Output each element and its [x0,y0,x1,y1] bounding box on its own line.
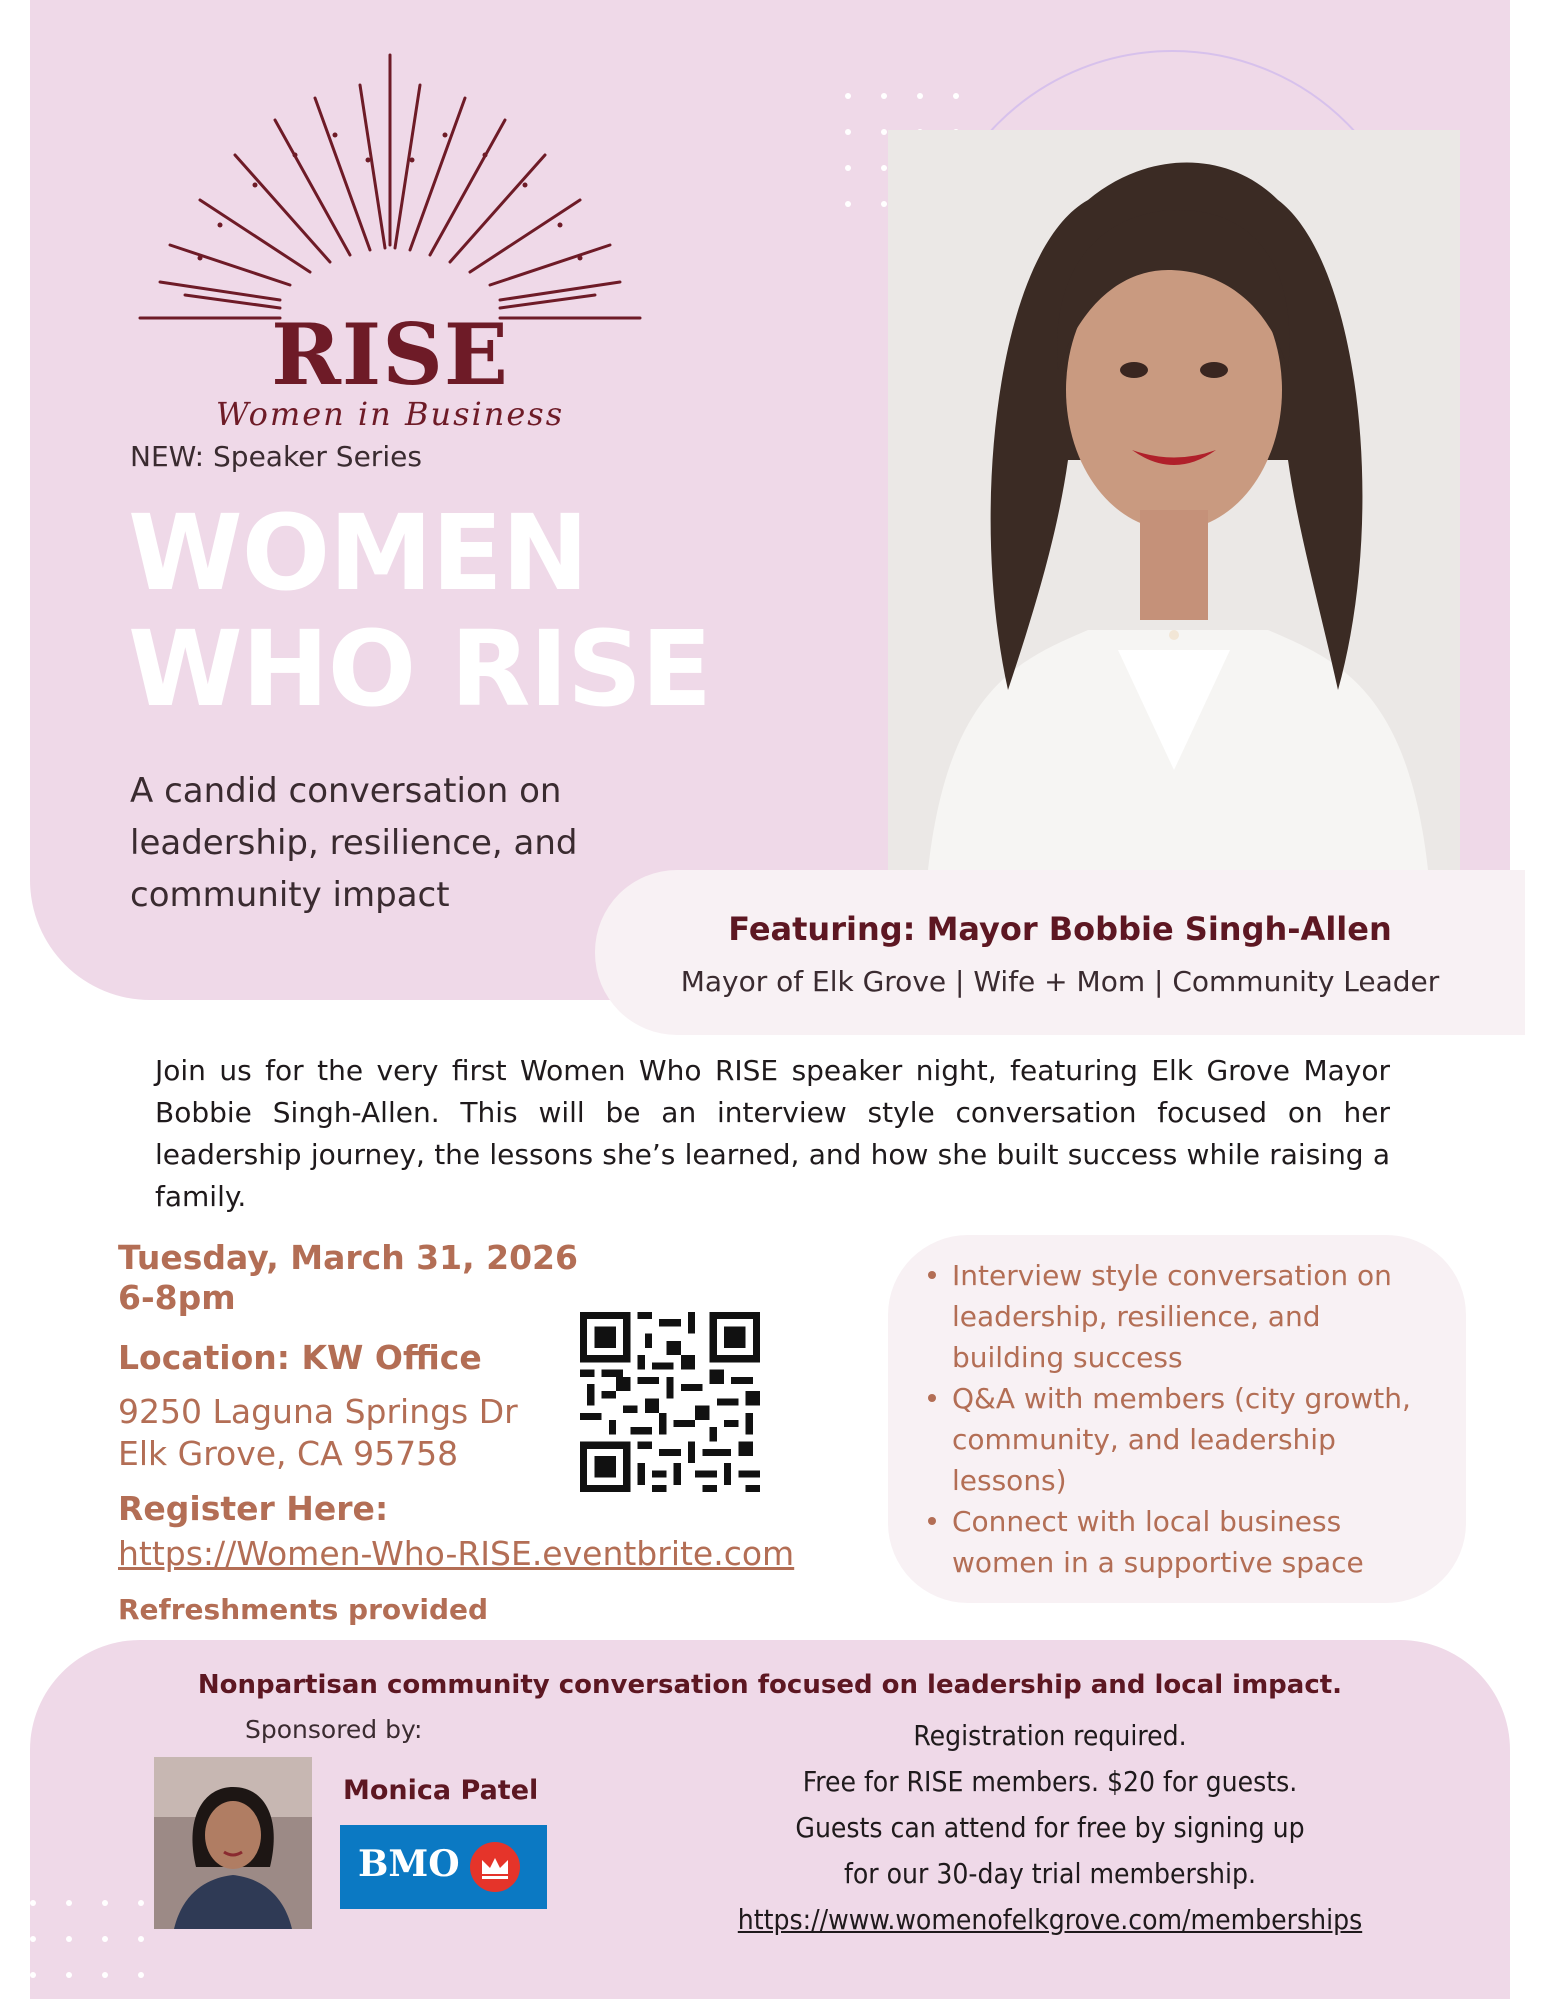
featured-speaker-card [595,870,1525,1035]
qr-code-icon[interactable] [580,1312,760,1492]
sunburst-icon [130,50,650,330]
event-title [128,492,748,730]
sponsored-label: Sponsored by: [245,1715,423,1744]
event-title-line-1: WOMEN [128,492,588,614]
registration-line: for our 30-day trial membership. [844,1857,1256,1890]
bmo-roundel-icon [470,1842,520,1892]
highlight-item: Q&A with members (city growth, community, and leadership lessons) [918,1378,1438,1501]
registration-info [630,1713,1470,1943]
highlights-list [918,1255,1438,1583]
logo-wordmark: RISE [271,305,509,404]
event-description: Join us for the very first Women Who RISE speaker night, featuring Elk Grove Mayor Bobbie Singh-Allen. This will be an interview style conversation focused on her leadership journey, the lessons she’s learned, and how she built success while raising a family. [155,1054,1390,1213]
event-subtitle: A candid conversation on leadership, resilience, and community impact [130,771,578,915]
speaker-photo [888,130,1460,870]
registration-line: Free for RISE members. $20 for guests. [802,1765,1298,1798]
featured-speaker-title: Featuring: Mayor Bobbie Singh-Allen [728,910,1392,948]
event-date: Tuesday, March 31, 2026 [118,1238,578,1277]
highlight-item: Connect with local business women in a supportive space [918,1501,1438,1583]
sponsor-avatar [154,1757,312,1929]
nonpartisan-note: Nonpartisan community conversation focused on leadership and local impact. [197,1670,1343,1700]
register-link[interactable]: https://Women-Who-RISE.eventbrite.com [118,1534,795,1573]
rise-logo [130,50,650,433]
event-time: 6-8pm [118,1278,236,1317]
address-line-1: 9250 Laguna Springs Dr [118,1392,518,1431]
register-label: Register Here: [118,1489,389,1528]
highlights-card [888,1235,1466,1603]
location-label: Location: KW Office [118,1338,482,1377]
registration-line: Registration required. [913,1719,1187,1752]
registration-line: Guests can attend for free by signing up [795,1811,1305,1844]
event-title-line-2: WHO RISE [128,608,712,730]
series-label: NEW: Speaker Series [130,440,422,473]
bmo-wordmark: BMO [358,1843,460,1885]
featured-speaker-roles: Mayor of Elk Grove | Wife + Mom | Community Leader [680,965,1440,998]
refreshments-note: Refreshments provided [118,1593,489,1626]
sponsor-name: Monica Patel [343,1775,539,1806]
membership-link[interactable]: https://www.womenofelkgrove.com/memberships [737,1903,1363,1936]
highlight-item: Interview style conversation on leadership, resilience, and building success [918,1255,1438,1378]
bmo-logo [340,1825,547,1909]
logo-tagline: Women in Business [215,395,565,433]
address-line-2: Elk Grove, CA 95758 [118,1434,459,1473]
